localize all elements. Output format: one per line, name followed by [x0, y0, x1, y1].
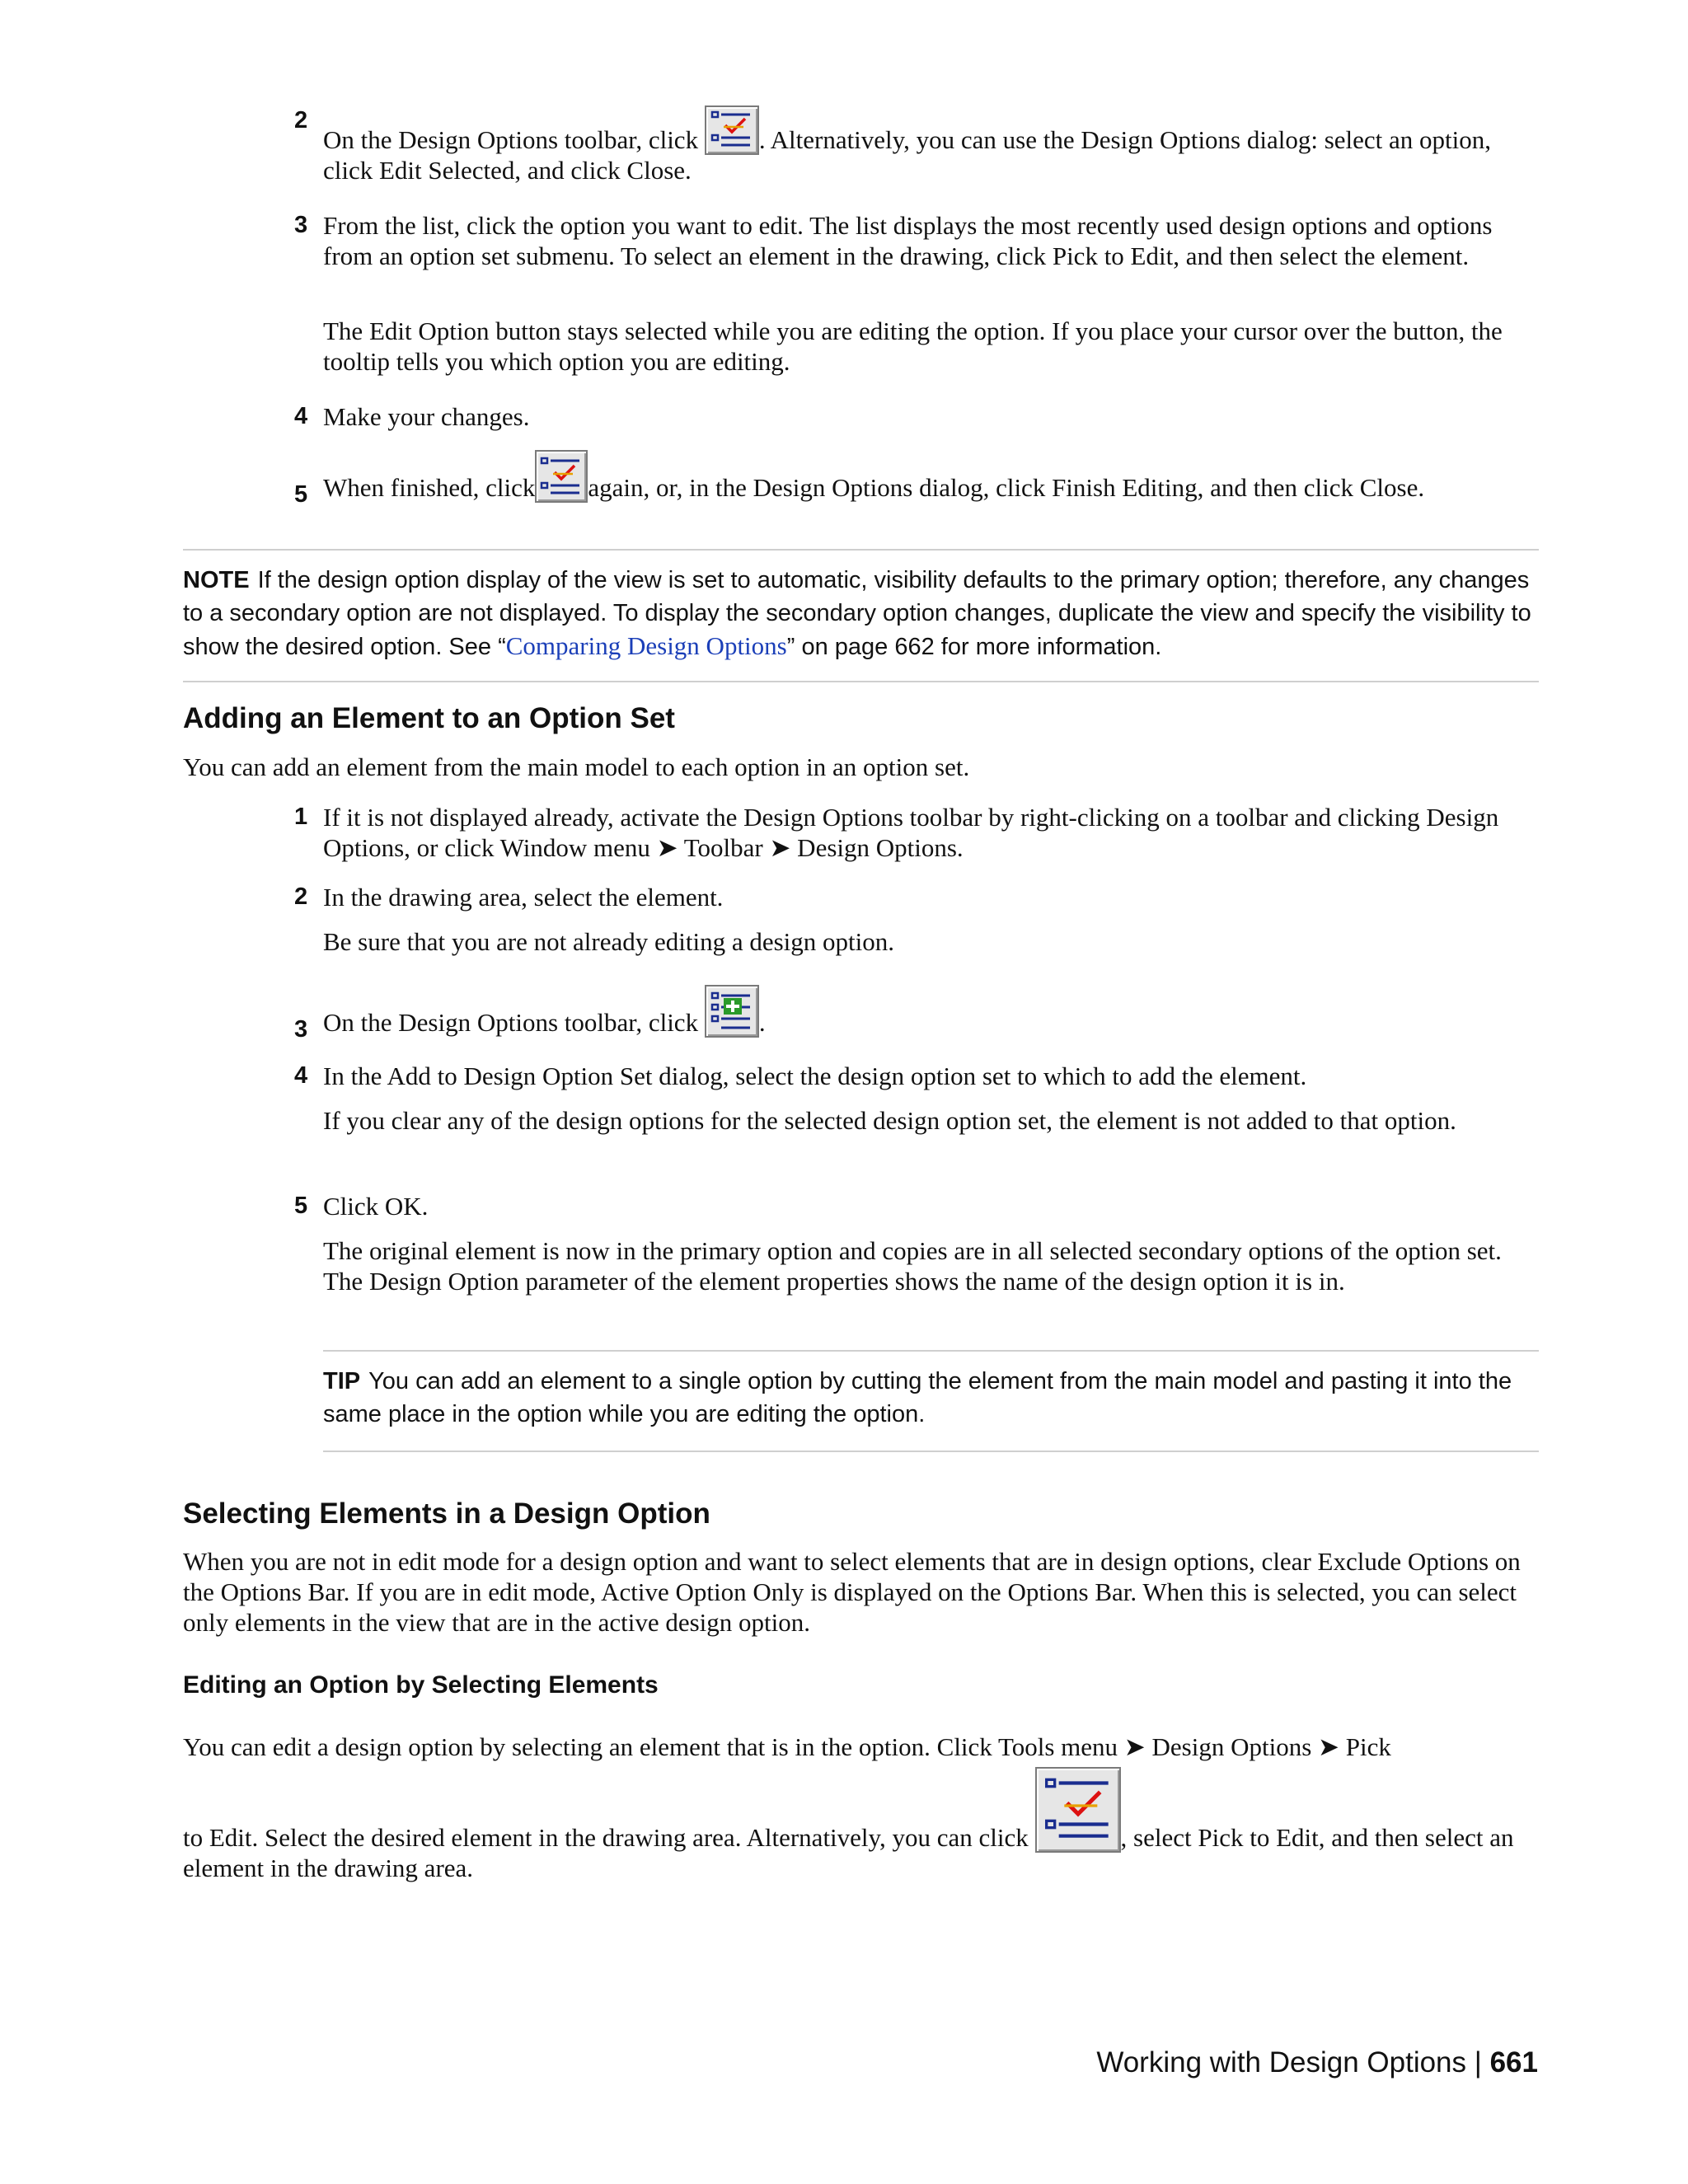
editing-para-rest [183, 1767, 1539, 1883]
step-2-edit [294, 105, 1539, 185]
step-text: On the Design Options toolbar, click [323, 1008, 699, 1037]
step-text: In the drawing area, select the element. [323, 883, 724, 912]
footer-separator: | [1474, 2046, 1482, 2079]
edit-option-icon[interactable] [535, 450, 588, 503]
section-heading-selecting-elements: Selecting Elements in a Design Option [183, 1497, 710, 1530]
tip-label: TIP [323, 1368, 361, 1394]
note-block [183, 564, 1539, 663]
divider [323, 1451, 1539, 1452]
editing-para-text: to Edit. Select the desired element in the drawing area. Alternatively, you can click [183, 1823, 1029, 1852]
tip-block [323, 1365, 1539, 1431]
step-number: 4 [294, 1062, 308, 1089]
step-5-finish [294, 450, 1539, 508]
step-number: 5 [294, 481, 308, 508]
section-heading-adding-element: Adding an Element to an Option Set [183, 702, 675, 734]
subheading-editing-option: Editing an Option by Selecting Elements [183, 1671, 659, 1699]
step-text: In the Add to Design Option Set dialog, select the design option set to which to add the element. [323, 1062, 1307, 1090]
step-text-continued: again, or, in the Design Options dialog, click Finish Editing, and then click Close. [588, 473, 1425, 502]
step-text: Click OK. [323, 1192, 429, 1221]
section-intro: When you are not in edit mode for a design option and want to select elements that are in design options, clear Exclude Options on the Options Bar. If you are in edit mode, Active Option Only is displayed on the Options Bar. When this is selected, you can select only elements in the view that are in the active design option. [183, 1547, 1521, 1637]
note-label: NOTE [183, 567, 250, 593]
step-number: 3 [294, 212, 308, 238]
step-number: 2 [294, 107, 308, 134]
step-text: If it is not displayed already, activate the Design Options toolbar by right-clicking on a toolbar and clicking Design Options, or click Window menu ➤ Toolbar ➤ Design Options. [323, 803, 1499, 862]
step-text: Make your changes. [323, 402, 530, 431]
step-text-continued: . [758, 1008, 766, 1037]
page-footer [1096, 2046, 1538, 2080]
footer-chapter-title: Working with Design Options [1096, 2046, 1467, 2079]
divider [183, 549, 1539, 551]
divider [323, 1350, 1539, 1352]
comparing-design-options-link[interactable]: Comparing Design Options [505, 631, 787, 660]
step-text: When finished, click [323, 473, 536, 502]
step-number: 4 [294, 403, 308, 429]
adding-step-1 [294, 802, 1539, 863]
step-number: 2 [294, 883, 308, 910]
editing-para-line-1: You can edit a design option by selecting an element that is in the option. Click Tools menu ➤ Design Options ➤ Pick [183, 1732, 1391, 1761]
adding-step-2-detail: Be sure that you are not already editing a design option. [323, 927, 895, 956]
tip-text: You can add an element to a single option by cutting the element from the main model and pasting it into the same place in the option while you are editing the option. [323, 1368, 1512, 1427]
page-number: 661 [1489, 2046, 1538, 2079]
step-3-detail: The Edit Option button stays selected while you are editing the option. If you place your cursor over the button, the tooltip tells you which option you are editing. [323, 316, 1503, 376]
adding-step-4-detail: If you clear any of the design options for the selected design option set, the element is not added to that option. [323, 1106, 1456, 1135]
adding-step-3 [294, 985, 1539, 1043]
step-text: From the list, click the option you want to edit. The list displays the most recently used design options and options from an option set submenu. To select an element in the drawing, click Pick to Edit, and then select the element. [323, 211, 1493, 270]
edit-option-icon[interactable] [1035, 1767, 1121, 1853]
adding-step-5 [294, 1191, 1539, 1221]
step-3-choose [294, 210, 1539, 271]
editing-para-text-end: , select Pick to Edit, and then select an element in the drawing area. [183, 1823, 1514, 1882]
step-text: On the Design Options toolbar, click [323, 125, 699, 154]
step-text-continued: . Alternatively, you can use the Design Options dialog: select an option, click Edit Selected, and click Close. [323, 125, 1492, 185]
divider [183, 681, 1539, 682]
step-number: 1 [294, 804, 308, 830]
section-intro: You can add an element from the main model to each option in an option set. [183, 752, 970, 781]
adding-step-2 [294, 882, 1539, 912]
add-to-set-icon[interactable] [705, 985, 759, 1038]
note-text: If the design option display of the view is set to automatic, visibility defaults to the primary option; therefore, any changes to a secondary option are not displayed. To display the secondary option changes, duplicate the view and specify the visibility to show the desired option. See “ [183, 567, 1531, 660]
edit-option-icon[interactable] [705, 105, 759, 155]
adding-step-4 [294, 1061, 1539, 1091]
step-number: 3 [294, 1016, 308, 1043]
note-text-end: ” on page 662 for more information. [786, 634, 1162, 660]
adding-step-5-detail: The original element is now in the primary option and copies are in all selected secondary options of the option set. The Design Option parameter of the element properties shows the name of the design option it is in. [323, 1236, 1502, 1296]
step-4-changes [294, 401, 1539, 432]
step-number: 5 [294, 1193, 308, 1219]
